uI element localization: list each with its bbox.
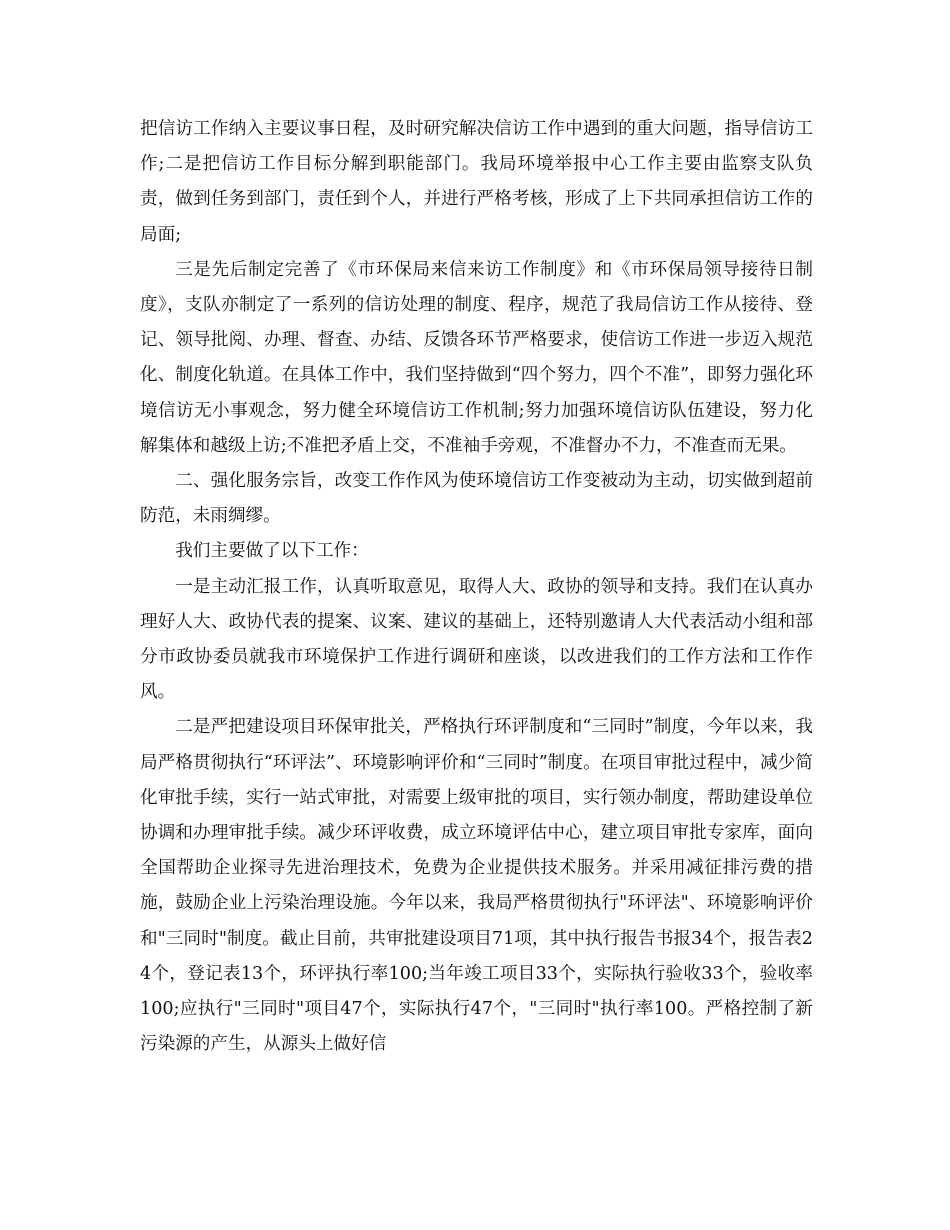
paragraph-3: 二、强化服务宗旨，改变工作作风为使环境信访工作变被动为主动，切实做到超前防范，未雨绸缪。 <box>140 471 813 527</box>
paragraph-2: 三是先后制定完善了《市环保局来信来访工作制度》和《市环保局领导接待日制度》，支队亦制定了一系列的信访处理的制度、程序，规范了我局信访工作从接待、登记、领导批阅、办理、督查、办结、反馈各环节严格要求，使信访工作进一步迈入规范化、制度化轨道。在具体工作中，我们坚持做到“四个努力，四个不准”，即努力强化环境信访无小事观念，努力健全环境信访工作机制;努力加强环境信访队伍建设，努力化解集体和越级上访;不准把矛盾上交，不准袖手旁观，不准督办不力，不准查而无果。 <box>140 259 813 456</box>
paragraph-1: 把信访工作纳入主要议事日程，及时研究解决信访工作中遇到的重大问题，指导信访工作;二是把信访工作目标分解到职能部门。我局环境举报中心工作主要由监察支队负责，做到任务到部门，责任到个人，并进行严格考核，形成了上下共同承担信访工作的局面; <box>140 119 813 245</box>
paragraph-5: 一是主动汇报工作，认真听取意见，取得人大、政协的领导和支持。我们在认真办理好人大、政协代表的提案、议案、建议的基础上，还特别邀请人大代表活动小组和部分市政协委员就我市环境保护工作进行调研和座谈，以改进我们的工作方法和工作作风。 <box>140 576 813 703</box>
paragraph-6: 二是严把建设项目环保审批关，严格执行环评制度和“三同时”制度，今年以来，我局严格贯彻执行“环评法”、环境影响评价和“三同时”制度。在项目审批过程中，减少简化审批手续，实行一站式审批，对需要上级审批的项目，实行领办制度，帮助建设单位协调和办理审批手续。减少环评收费，成立环境评估中心，建立项目审批专家库，面向全国帮助企业探寻先进治理技术，免费为企业提供技术服务。并采用减征排污费的措施，鼓励企业上污染治理设施。今年以来，我局严格贯彻执行"环评法"、环境影响评价和"三同时"制度。截止目前，共审批建设项目71项，其中执行报告书报34个，报告表24个，登记表13个，环评执行率100;当年竣工项目33个，实际执行验收33个，验收率100;应执行"三同时"项目47个，实际执行47个，"三同时"执行率100。严格控制了新污染源的产生，从源头上做好信 <box>140 717 813 1055</box>
paragraph-4: 我们主要做了以下工作： <box>175 541 369 562</box>
